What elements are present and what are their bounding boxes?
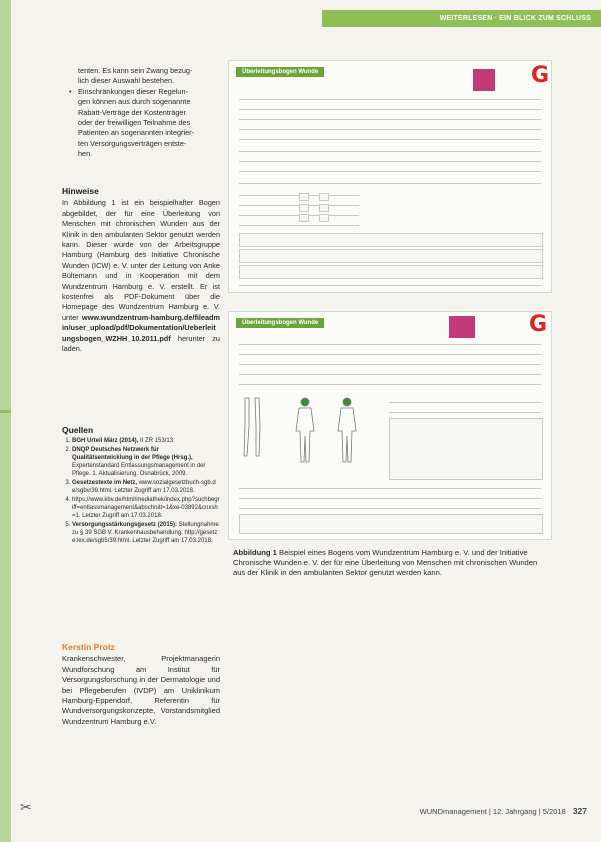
hinweise-heading: Hinweise <box>62 186 99 196</box>
bullet-line: hen. <box>78 149 93 159</box>
figure-caption <box>233 548 551 577</box>
author-name: Kerstin Protz <box>62 642 115 652</box>
reference-item: 1. BGH Urteil März (2014), II ZR 153/13. <box>72 437 220 445</box>
hinweise-section <box>62 186 220 355</box>
bullet-line: gen können aus durch sogenannte <box>78 97 191 107</box>
author-bio: Krankenschwester, Projektmanagerin Wundforschung am Institut für Versorgungsforschung in der Dermatologie und bei Pflegeberufen (IVDP) am Uniklinikum Hamburg-Eppendorf, Referentin für Wundversorgungskonzepte, Vorstandsmitglied Wundzentrum Hamburg e.V. <box>62 654 220 726</box>
quellen-section <box>62 425 220 546</box>
caption-text: Beispiel eines Bogens vom Wundzentrum Hamburg e. V. und der Initiative Chronische Wunden e. V. der für eine Überleitung von Menschen mit chronischen Wunden aus der Klinik in den ambulanten Sektor genutzt werden kann. <box>233 548 538 577</box>
hinweise-link[interactable]: www.wundzentrum-hamburg.de/fileadmin/user_upload/pdf/Dokumentation/Ueberleitungsbogen_WZHH_10.2011.pdf <box>62 312 220 343</box>
reference-item: 3. Gesetzestexte im Netz, www.sozialgesetzbuch-sgb.de/sgbv/39.html. Letzter Zugriff am 17.03.2018. <box>72 479 220 495</box>
reference-item: 2. DNQP Deutsches Netzwerk für Qualitätsentwicklung in der Pflege (Hrsg.), Expertenstandard Entlassungsmanagement in der Pflege. 1. Aktualisierung. Osnabrück, 2009. <box>72 446 220 478</box>
g-logo-icon: G <box>529 312 548 337</box>
g-logo-icon: G <box>531 63 550 88</box>
logo-icon <box>449 316 475 338</box>
bullet-line: Rabatt-Verträge der Kostenträger <box>78 107 186 117</box>
bullet-list <box>78 66 218 160</box>
section-header: WEITERLESEN · EIN BLICK ZUM SCHLUSS <box>322 10 601 27</box>
hinweise-body: In Abbildung 1 ist ein beispielhafter Bogen abgebildet, der für eine Überleitung von Menschen mit chronischen Wunden aus der Klinik in den ambulanten Sektor genutzt werden kann. Dieser wurde von der Arbeitsgruppe Hamburg (Hamburg des Initiative Chronische Wunden (ICW) e. V. unter der Leitung von Anke Bültemann und in Kooperation mit dem Wundzentrum Hamburg e. V. erstellt. Er ist kostenfrei als PDF-Dokument über die Homepage des Wundzentrum Hamburg e. V. unter <box>62 198 220 322</box>
bullet-line: lich dieser Auswahl bestehen. <box>78 76 175 86</box>
author-section <box>62 642 220 727</box>
journal-name: WUNDmanagement | 12. Jahrgang | 5/2018 <box>419 807 566 816</box>
bullet-line: oder der freiwilligen Teilnahme des <box>78 118 191 128</box>
form-page-1 <box>228 60 552 293</box>
page-footer <box>420 806 587 816</box>
hinweise-end: herunter zu laden. <box>62 333 220 354</box>
bullet-line: ten Versorgungsverträgen entste- <box>78 138 187 148</box>
reference-list <box>62 437 220 545</box>
form-page-2 <box>228 311 552 540</box>
caption-label: Abbildung 1 <box>233 548 277 557</box>
left-bar-divider <box>0 410 11 413</box>
reference-item: 4. https://www.kbv.de/html/mediathek/index.php?suchbegriff=entlassmanagement&abschnitt=1&xe-03892&cnxsh=1. Letzter Zugriff am 17.03.2018. <box>72 496 220 520</box>
bullet-line: tenten. Es kann sein Zwang bezug- <box>78 66 193 75</box>
body-diagram-icon <box>287 396 371 466</box>
left-color-bar <box>0 0 11 842</box>
form-title: Überleitungsbogen Wunde <box>236 67 324 77</box>
leg-diagram-icon <box>241 396 267 466</box>
form-title: Überleitungsbogen Wunde <box>236 318 324 328</box>
quellen-heading: Quellen <box>62 425 94 435</box>
reference-item: 5. Versorgungsstärkungsgesetz (2015): Stellungnahme zu § 39 SGB V. Krankenhausbehandlung. http://gesetze.lex.de/sgb5/39.html. Letzter Zugriff am 17.03.2018. <box>72 521 220 545</box>
page-number: 327 <box>572 806 587 816</box>
bullet-line: Patienten an sogenannten integrier- <box>78 128 195 138</box>
scissors-icon: ✂ <box>20 800 32 816</box>
hinweise-text <box>62 198 220 354</box>
bullet-line: • Einschränkungen dieser Regelun- <box>78 87 218 97</box>
logo-icon <box>473 69 495 91</box>
